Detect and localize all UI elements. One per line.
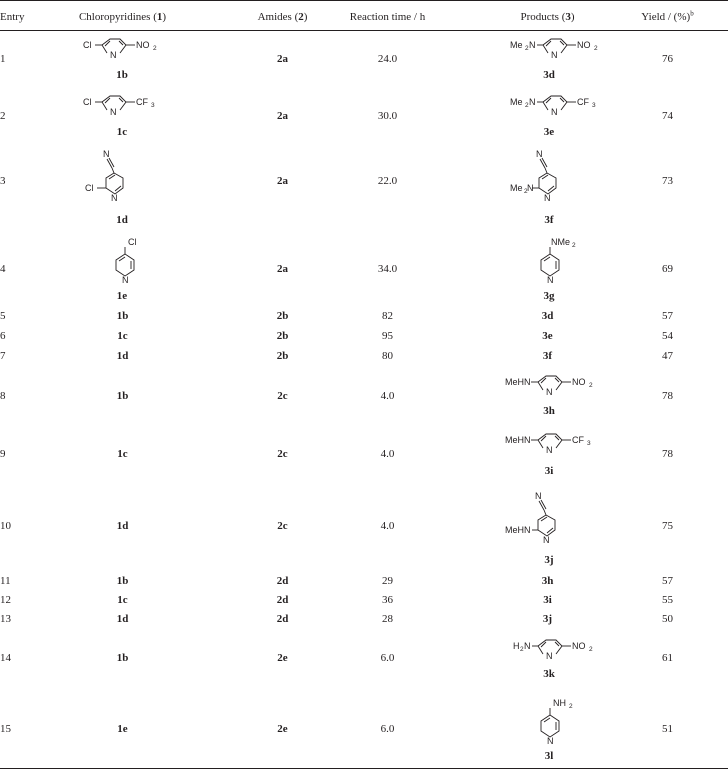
row10-amide: 2c xyxy=(277,520,288,532)
row11-amide: 2d xyxy=(276,575,289,587)
structure-3f xyxy=(510,148,590,203)
svg-text:H: H xyxy=(513,641,520,651)
row12-yield: 55 xyxy=(662,594,673,606)
header-products: Products (3) xyxy=(520,11,575,23)
row5-entry: 5 xyxy=(0,310,6,322)
row12-entry: 12 xyxy=(0,594,11,606)
row13-chloropyridine-id: 1d xyxy=(116,613,129,625)
svg-text:N: N xyxy=(544,193,551,203)
svg-text:Cl: Cl xyxy=(83,97,92,107)
row1-time: 24.0 xyxy=(377,53,398,65)
svg-text:N: N xyxy=(110,107,117,117)
row11-chloropyridine-id: 1b xyxy=(116,575,129,587)
svg-text:Me: Me xyxy=(510,97,523,107)
svg-text:N: N xyxy=(546,651,553,661)
svg-text:CF: CF xyxy=(572,435,584,445)
table-bottom-rule xyxy=(0,768,728,769)
row6-chloropyridine-id: 1c xyxy=(117,330,128,342)
svg-text:Me: Me xyxy=(510,183,523,193)
svg-text:2: 2 xyxy=(525,45,529,52)
row14-amide: 2e xyxy=(277,652,288,664)
row7-chloropyridine-id: 1d xyxy=(116,350,129,362)
row7-product-id: 3f xyxy=(542,350,553,362)
row4-time: 34.0 xyxy=(377,263,398,275)
svg-text:Me: Me xyxy=(510,40,523,50)
svg-text:N: N xyxy=(524,641,531,651)
row3-time: 22.0 xyxy=(377,175,398,187)
row3-product-id: 3f xyxy=(544,214,554,226)
svg-text:3: 3 xyxy=(151,102,155,109)
row12-amide: 2d xyxy=(276,594,289,606)
row10-chloropyridine-id: 1d xyxy=(116,520,129,532)
row14-entry: 14 xyxy=(0,652,11,664)
row4-chloropyridine-id: 1e xyxy=(116,290,128,302)
row12-time: 36 xyxy=(382,594,393,606)
row15-amide: 2e xyxy=(277,723,288,735)
row9-amide: 2c xyxy=(277,448,288,460)
row7-time: 80 xyxy=(382,350,393,362)
row7-yield: 47 xyxy=(662,350,673,362)
row3-yield: 73 xyxy=(662,175,673,187)
header-amides: Amides (2) xyxy=(257,11,308,23)
row2-yield: 74 xyxy=(662,110,673,122)
row4-yield: 69 xyxy=(662,263,673,275)
table-header-rule xyxy=(0,30,728,31)
row5-chloropyridine-id: 1b xyxy=(116,310,129,322)
svg-text:N: N xyxy=(551,50,558,60)
svg-text:Cl: Cl xyxy=(128,237,137,247)
row9-entry: 9 xyxy=(0,448,6,460)
row14-time: 6.0 xyxy=(380,652,395,664)
row8-amide: 2c xyxy=(277,390,288,402)
structure-1c xyxy=(80,92,170,122)
svg-text:2: 2 xyxy=(569,703,573,710)
svg-text:N: N xyxy=(111,193,118,203)
svg-text:N: N xyxy=(547,736,554,746)
svg-text:MeHN: MeHN xyxy=(505,525,531,535)
row5-time: 82 xyxy=(382,310,393,322)
row12-chloropyridine-id: 1c xyxy=(117,594,128,606)
svg-text:N: N xyxy=(535,491,542,501)
row8-entry: 8 xyxy=(0,390,6,402)
svg-text:N: N xyxy=(529,97,536,107)
svg-text:CF: CF xyxy=(577,97,589,107)
structure-3e xyxy=(510,92,610,122)
row9-time: 4.0 xyxy=(380,448,395,460)
structure-3k xyxy=(513,636,608,666)
row3-amide: 2a xyxy=(277,175,288,187)
svg-text:2: 2 xyxy=(572,242,576,249)
structure-3j xyxy=(505,490,590,545)
row15-chloropyridine-id: 1e xyxy=(117,723,128,735)
row14-yield: 61 xyxy=(662,652,673,664)
header-yield: Yield / (%)$^b$ xyxy=(641,9,694,23)
row4-amide: 2a xyxy=(277,263,288,275)
row14-chloropyridine-id: 1b xyxy=(116,652,129,664)
row1-product-id: 3d xyxy=(543,69,555,81)
row15-product-id: 3l xyxy=(544,750,554,762)
row6-time: 95 xyxy=(382,330,393,342)
row1-entry: 1 xyxy=(0,53,6,65)
svg-text:NMe: NMe xyxy=(551,237,571,247)
row7-amide: 2b xyxy=(276,350,289,362)
row13-entry: 13 xyxy=(0,613,11,625)
svg-text:3: 3 xyxy=(587,440,591,447)
row2-time: 30.0 xyxy=(377,110,398,122)
structure-3d xyxy=(510,35,610,65)
row1-yield: 76 xyxy=(662,53,673,65)
header-reaction-time: Reaction time / h xyxy=(349,11,426,23)
row5-amide: 2b xyxy=(276,310,289,322)
header-chloropyridines: Chloropyridines (1) xyxy=(78,11,167,23)
row4-entry: 4 xyxy=(0,263,6,275)
row1-amide: 2a xyxy=(277,53,288,65)
row6-yield: 54 xyxy=(662,330,673,342)
row2-amide: 2a xyxy=(277,110,288,122)
structure-1b xyxy=(80,35,170,65)
svg-text:N: N xyxy=(543,535,550,545)
row10-time: 4.0 xyxy=(380,520,395,532)
svg-text:Cl: Cl xyxy=(85,183,94,193)
row8-yield: 78 xyxy=(662,390,673,402)
svg-text:2: 2 xyxy=(589,646,593,653)
row11-product-id: 3h xyxy=(541,575,554,587)
row6-product-id: 3e xyxy=(542,330,553,342)
structure-3g xyxy=(525,236,585,286)
svg-text:CF: CF xyxy=(136,97,148,107)
svg-text:N: N xyxy=(546,387,553,397)
row1-chloropyridine-id: 1b xyxy=(116,69,128,81)
row6-entry: 6 xyxy=(0,330,6,342)
svg-text:NO: NO xyxy=(577,40,591,50)
row10-yield: 75 xyxy=(662,520,673,532)
svg-text:N: N xyxy=(529,40,536,50)
structure-3h xyxy=(505,372,610,402)
row2-entry: 2 xyxy=(0,110,6,122)
row15-yield: 51 xyxy=(662,723,673,735)
row3-chloropyridine-id: 1d xyxy=(116,214,128,226)
svg-text:N: N xyxy=(536,149,543,159)
row8-product-id: 3h xyxy=(543,405,555,417)
row13-time: 28 xyxy=(382,613,393,625)
row5-product-id: 3d xyxy=(541,310,554,322)
svg-text:NO: NO xyxy=(572,641,586,651)
row14-product-id: 3k xyxy=(543,668,555,680)
row5-yield: 57 xyxy=(662,310,673,322)
svg-text:2: 2 xyxy=(525,102,529,109)
row4-product-id: 3g xyxy=(543,290,555,302)
svg-text:2: 2 xyxy=(153,45,157,52)
svg-text:Cl: Cl xyxy=(83,40,92,50)
structure-1d xyxy=(85,148,155,203)
svg-text:MeHN: MeHN xyxy=(505,435,531,445)
structure-3l xyxy=(525,697,585,747)
svg-text:NO: NO xyxy=(136,40,150,50)
row12-product-id: 3i xyxy=(543,594,552,606)
row13-product-id: 3j xyxy=(542,613,553,625)
row10-entry: 10 xyxy=(0,520,11,532)
row8-time: 4.0 xyxy=(380,390,395,402)
svg-text:2: 2 xyxy=(524,188,528,195)
row2-product-id: 3e xyxy=(543,126,555,138)
row9-yield: 78 xyxy=(662,448,673,460)
row2-chloropyridine-id: 1c xyxy=(116,126,128,138)
svg-text:MeHN: MeHN xyxy=(505,377,531,387)
row11-time: 29 xyxy=(382,575,393,587)
svg-text:3: 3 xyxy=(592,102,596,109)
svg-text:NO: NO xyxy=(572,377,586,387)
row15-time: 6.0 xyxy=(380,723,395,735)
row13-amide: 2d xyxy=(276,613,289,625)
structure-1e xyxy=(100,236,150,286)
row9-chloropyridine-id: 1c xyxy=(117,448,128,460)
svg-text:N: N xyxy=(546,445,553,455)
structure-3i xyxy=(505,430,610,460)
svg-text:N: N xyxy=(122,275,129,285)
svg-text:N: N xyxy=(103,149,110,159)
row9-product-id: 3i xyxy=(544,465,554,477)
svg-text:N: N xyxy=(527,183,534,193)
row8-chloropyridine-id: 1b xyxy=(116,390,129,402)
table-top-rule xyxy=(0,0,728,1)
row6-amide: 2b xyxy=(276,330,289,342)
row15-entry: 15 xyxy=(0,723,11,735)
svg-text:NH: NH xyxy=(553,698,566,708)
svg-text:2: 2 xyxy=(594,45,598,52)
svg-text:2: 2 xyxy=(589,382,593,389)
svg-text:N: N xyxy=(551,107,558,117)
row13-yield: 50 xyxy=(662,613,673,625)
row11-yield: 57 xyxy=(662,575,673,587)
row10-product-id: 3j xyxy=(544,554,554,566)
row11-entry: 11 xyxy=(0,575,11,587)
svg-text:N: N xyxy=(547,275,554,285)
svg-text:2: 2 xyxy=(520,646,524,653)
svg-text:N: N xyxy=(110,50,117,60)
row7-entry: 7 xyxy=(0,350,6,362)
header-entry: Entry xyxy=(0,11,25,23)
row3-entry: 3 xyxy=(0,175,6,187)
